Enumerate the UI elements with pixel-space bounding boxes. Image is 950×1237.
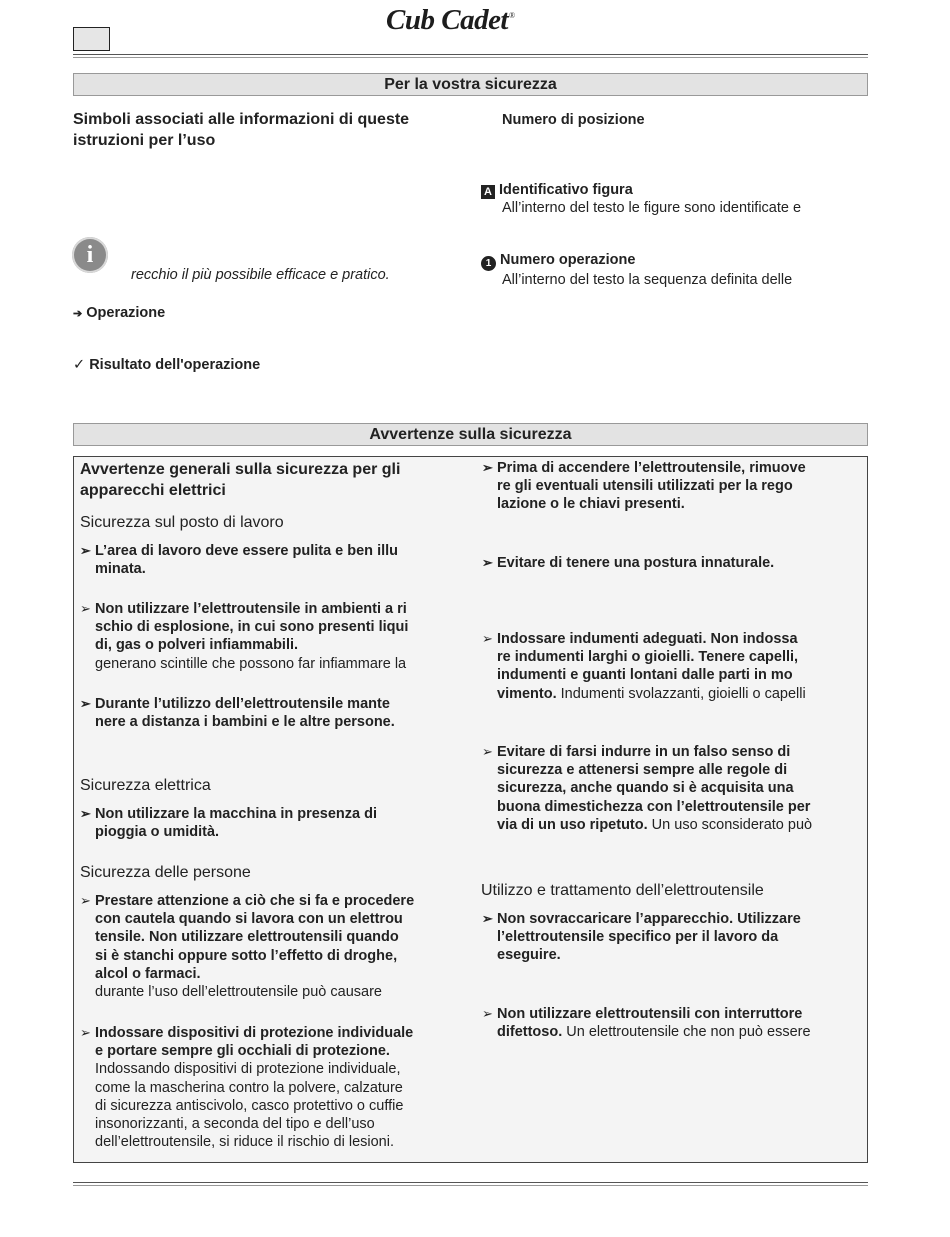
arrow-right-icon: ➔: [73, 308, 83, 320]
step-number-icon: 1: [481, 256, 496, 271]
operation-legend: ➔ Operazione: [73, 305, 166, 321]
list-item: ➢ Evitare di farsi indurre in un falso senso di sicurezza e attenersi sempre alle regole di sicurezza, anche quando si è acquisita una buona dimestichezza con l’elettroutensile per via di un uso ripetuto. Un uso sconsiderato può: [482, 744, 813, 833]
info-icon: i: [72, 237, 108, 273]
brand-logo: Cub Cadet®: [386, 4, 515, 36]
list-item: ➢ Indossare dispositivi di protezione individuale e portare sempre gli occhiali di protezione. Indossando dispositivi di protezione individuale, come la mascherina contro la polvere, calzature di sicurezza antiscivolo, casco protettivo o cuffie insonorizzanti, a seconda del tipo e dell’uso dell’elettroutensile, si riduce il rischio di lesioni.: [80, 1025, 414, 1151]
bullet-arrow-icon: ➢: [80, 806, 91, 821]
bullet-arrow-icon: ➢: [80, 601, 91, 616]
header-rule-thin: [73, 57, 868, 58]
list-item: ➢ L’area di lavoro deve essere pulita e ben illu minata.: [80, 543, 399, 578]
header-rule: [73, 54, 868, 55]
electrical-heading: Sicurezza elettrica: [80, 777, 211, 794]
footer-rule: [73, 1182, 868, 1183]
list-item: ➢ Non utilizzare l’elettroutensile in ambienti a ri schio di esplosione, in cui sono presenti liqui di, gas o polveri infiammabili. generano scintille che possono far infiammare la: [80, 601, 409, 672]
section-title-safety: Per la vostra sicurezza: [73, 73, 868, 96]
symbols-heading: Simboli associati alle informazioni di queste istruzioni per l’uso: [73, 111, 410, 149]
footer-rule-thin: [73, 1185, 868, 1186]
step-legend: 1 Numero operazione All’interno del testo la sequenza definita delle: [481, 251, 792, 289]
figure-letter-icon: A: [481, 185, 495, 199]
people-heading: Sicurezza delle persone: [80, 864, 251, 881]
figure-legend: A Identificativo figura All’interno del testo le figure sono identificate e: [481, 181, 801, 217]
info-note-text: recchio il più possibile efficace e pratico.: [131, 267, 390, 283]
bullet-arrow-icon: ➢: [482, 631, 493, 646]
position-number-label: Numero di posizione: [502, 112, 645, 128]
bullet-arrow-icon: ➢: [482, 460, 493, 475]
check-icon: ✓: [73, 357, 86, 373]
list-item: ➢ Durante l’utilizzo dell’elettroutensile mante nere a distanza i bambini e le altre persone.: [80, 696, 395, 731]
page-number-box: [73, 27, 110, 51]
bullet-arrow-icon: ➢: [80, 696, 91, 711]
bullet-arrow-icon: ➢: [482, 555, 493, 570]
list-item: ➢ Non utilizzare la macchina in presenza di pioggia o umidità.: [80, 806, 378, 841]
list-item: ➢ Evitare di tenere una postura innaturale.: [482, 555, 775, 571]
list-item: ➢ Prima di accendere l’elettroutensile, rimuove re gli eventuali utensili utilizzati per la rego lazione o le chiavi presenti.: [482, 460, 806, 513]
bullet-arrow-icon: ➢: [80, 893, 91, 908]
general-warnings-heading: Avvertenze generali sulla sicurezza per gli apparecchi elettrici: [80, 461, 401, 499]
bullet-arrow-icon: ➢: [80, 543, 91, 558]
list-item: ➢ Indossare indumenti adeguati. Non indossa re indumenti larghi o gioielli. Tenere capelli, indumenti e guanti lontani dalle parti in mo vimento. Indumenti svolazzanti, gioielli o capelli: [482, 631, 806, 702]
list-item: ➢ Non sovraccaricare l’apparecchio. Utilizzare l’elettroutensile specifico per il lavoro da eseguire.: [482, 911, 801, 964]
section-title-warnings: Avvertenze sulla sicurezza: [73, 423, 868, 446]
list-item: ➢ Prestare attenzione a ciò che si fa e procedere con cautela quando si lavora con un elettrou tensile. Non utilizzare elettroutensili quando si è stanchi oppure sotto l’effetto di droghe, alcol o farmaci. durante l’uso dell’elettroutensile può causare: [80, 893, 415, 1001]
bullet-arrow-icon: ➢: [482, 1006, 493, 1021]
usage-heading: Utilizzo e trattamento dell’elettroutensile: [481, 882, 764, 899]
workplace-heading: Sicurezza sul posto di lavoro: [80, 514, 284, 531]
bullet-arrow-icon: ➢: [482, 744, 493, 759]
result-legend: ✓ Risultato dell'operazione: [73, 357, 261, 373]
bullet-arrow-icon: ➢: [482, 911, 493, 926]
bullet-arrow-icon: ➢: [80, 1025, 91, 1040]
list-item: ➢ Non utilizzare elettroutensili con interruttore difettoso. Un elettroutensile che non può essere: [482, 1006, 811, 1041]
